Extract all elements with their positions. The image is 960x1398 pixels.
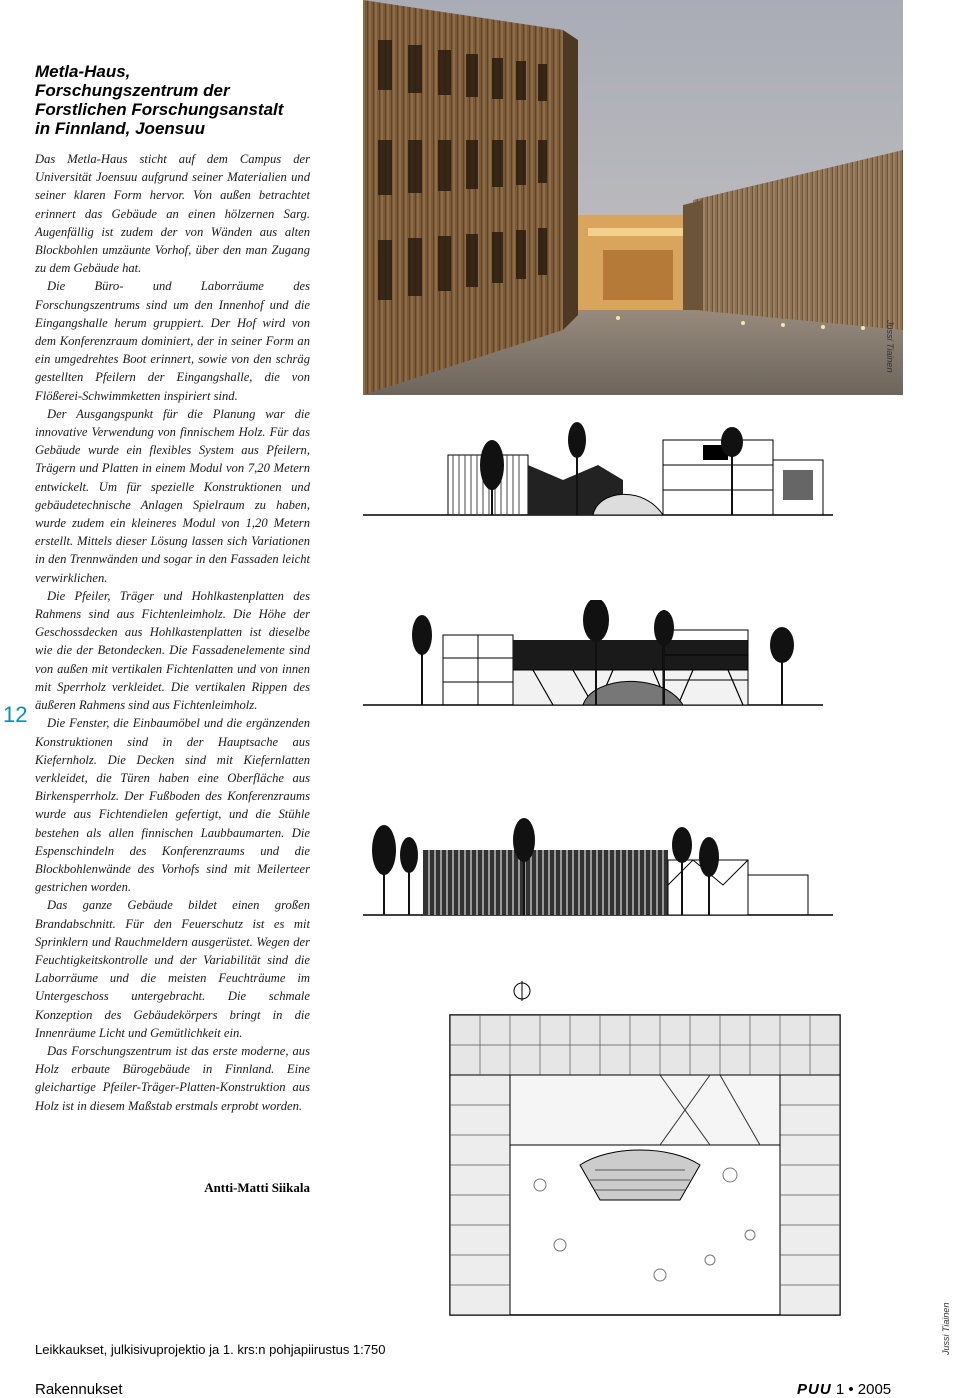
title-line: in Finnland, Joensuu (35, 119, 205, 138)
photo-credit: Jussi Tiainen (941, 1302, 951, 1355)
issue-number: 1 • 2005 (835, 1381, 892, 1398)
paragraph: Die Pfeiler, Träger und Hohlkastenplatten des Rahmens sind aus Fichtenleimholz. Die Höhe der Geschossdecken aus Hohlkastenplatten ist dieselbe wie die der Betondecken. Die Fassadenelemente sind von außen mit vertikalen Fichtenlatten und von innen mit Sperrholz verkleidet. Die vertikalen Rippen des äußeren Rahmens sind aus Fichtenleimholz. (35, 588, 310, 713)
title-line: Metla-Haus, (35, 62, 131, 81)
photo-credit: Jussi Tiainen (885, 320, 895, 373)
elevation-drawing (363, 815, 958, 940)
article-body (35, 150, 310, 1115)
author-name: Antti-Matti Siikala (204, 1180, 310, 1195)
paragraph: Das Forschungszentrum ist das erste moderne, aus Holz erbaute Bürogebäude in Finnland. Eine gleichartige Pfeiler-Träger-Platten-Konstruktion aus Holz ist in diesem Maßstab erstmals erprobt worden. (35, 1043, 310, 1113)
magazine-brand: PUU (797, 1381, 832, 1398)
figure-caption: Leikkaukset, julkisivuprojektio ja 1. krs:n pohjapiirustus 1:750 (35, 1342, 386, 1357)
paragraph: Die Fenster, die Einbaumöbel und die ergänzenden Konstruktionen sind in der Hauptsache aus Kiefernholz. Die Decken sind mit Kiefernlatten verkleidet, die Türen haben eine Oberfläche aus Birkensperrholz. Der Fußboden des Konferenzraums wurde aus Fichtendielen gefertigt, und die Stühle bestehen als allen finnischen Laubbaumarten. Die Espenschindeln des Konferenzraums und die Blockbohlenwände des Vorhofs sind mit Meilerteer gestrichen worden. (35, 716, 310, 895)
footer-issue (797, 1381, 891, 1398)
floor-plan (430, 975, 855, 1335)
article-title (35, 62, 325, 138)
page-number: 12 (3, 702, 28, 727)
title-line: Forstlichen Forschungsanstalt (35, 100, 284, 119)
footer-section-name: Rakennukset (35, 1381, 123, 1398)
building-photo (363, 0, 903, 395)
paragraph: Das ganze Gebäude bildet einen großen Brandabschnitt. Für den Feuerschutz ist es mit Sprinklern und Rauchmeldern ausgerüstet. Wegen der Feuchtigkeitskontrolle und der Variabilität sind die Laborräume und die meisten Feuchträume im Untergeschoss untergebracht. Die schmale Konzeption des Gebäudekörpers bringt in die Innenräume Licht und Gemütlichkeit ein. (35, 898, 310, 1040)
title-line: Forschungszentrum der (35, 81, 230, 100)
section-drawing-2 (363, 600, 958, 730)
paragraph: Die Büro- und Laborräume des Forschungszentrums sind um den Innenhof und die Eingangshalle herum gruppiert. Der Hof wird von dem Konferenzraum dominiert, der in seiner Form an ein umgedrehtes Boot erinnert, sowie von den schräg gestellten Pfeilern der Eingangshalle, die von Flößerei-Schwimmketten inspiriert sind. (35, 279, 310, 403)
paragraph: Der Ausgangspunkt für die Planung war die innovative Verwendung von finnischem Holz. Für das Gebäude wurde ein flexibles System aus Pfeilern, Trägern und Platten in einem Modul von 7,20 Metern entwickelt. Um für spezielle Konstruktionen und gebäudetechnische Anlagen Spielraum zu haben, wurde zudem ein kleineres Modul von 1,20 Metern erstellt. Mittels dieser Lösung lassen sich Variationen in den Trennwänden und sogar in den Fassaden leicht verwirklichen. (35, 406, 310, 585)
paragraph: Das Metla-Haus sticht auf dem Campus der Universität Joensuu aufgrund seiner Materialien und seiner klaren Form hervor. Von außen betrachtet erinnert das Gebäude an einen hölzernen Sarg. Augenfällig ist zudem der von Wänden aus alten Blockbohlen umzäunte Vorhof, über den man Zugang zu dem Gebäude hat. (35, 152, 310, 276)
section-drawing-1 (363, 420, 958, 540)
